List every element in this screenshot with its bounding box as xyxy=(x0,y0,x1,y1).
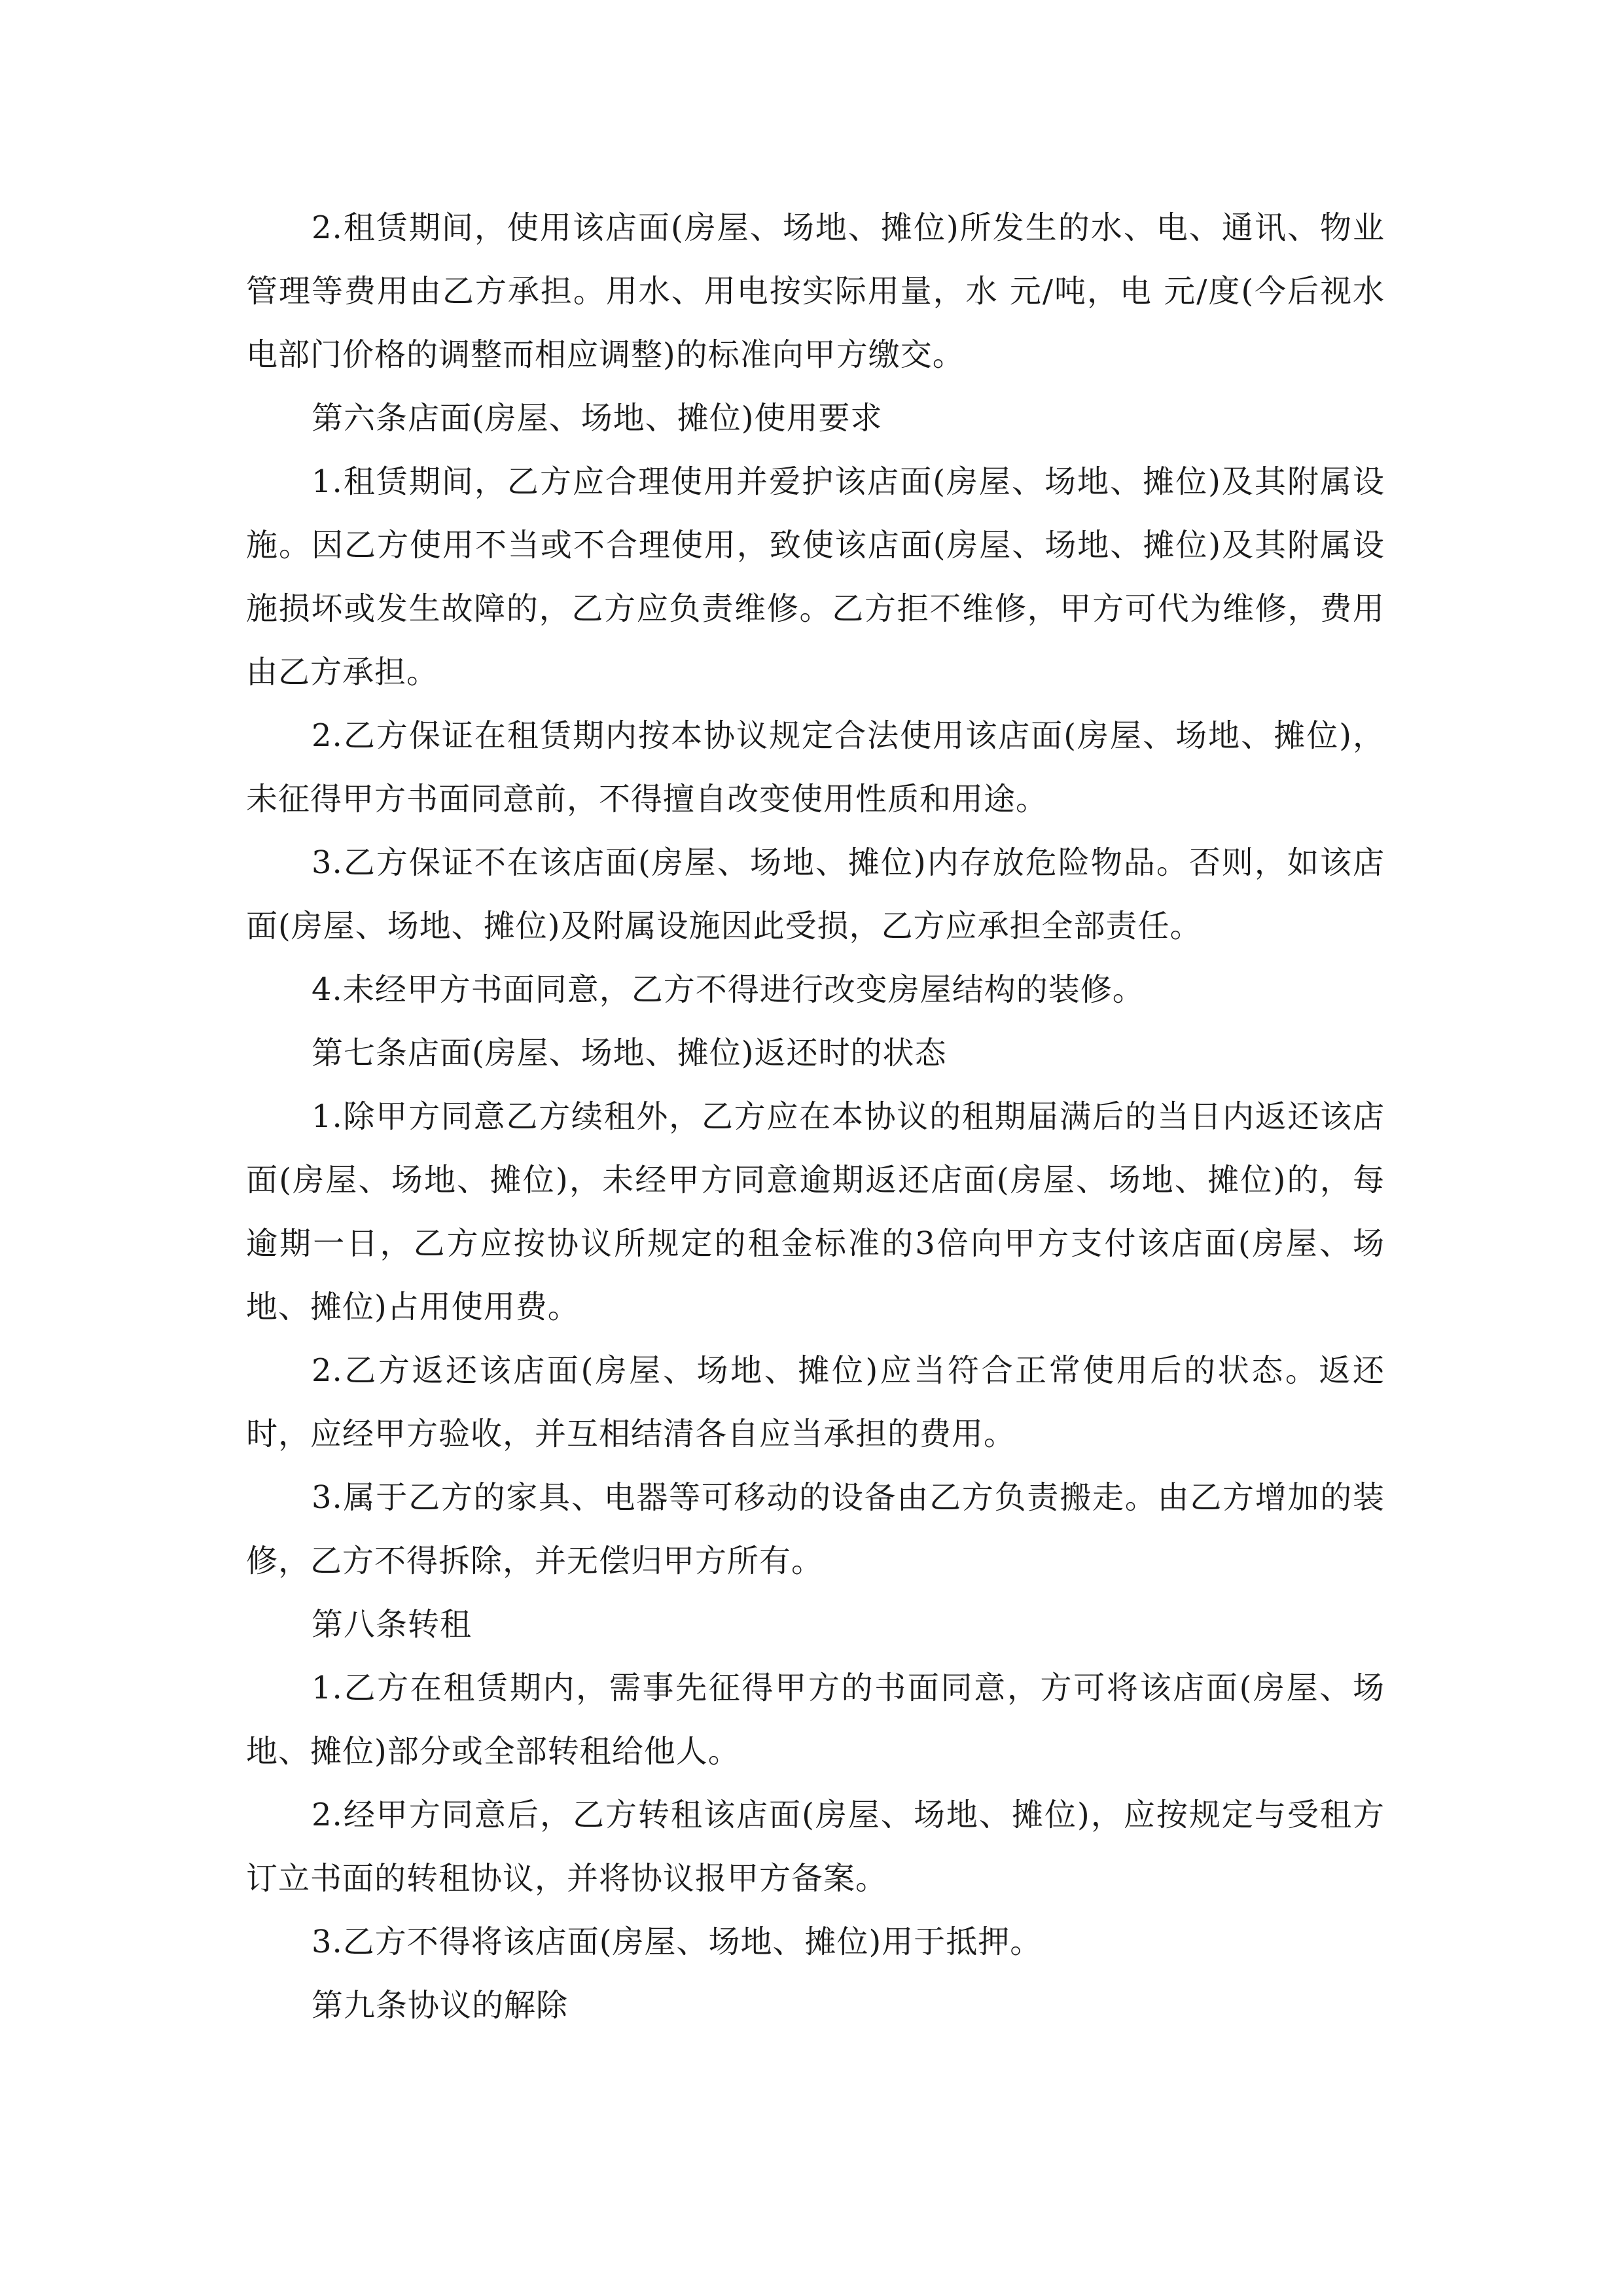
paragraph-7-3: 3.属于乙方的家具、电器等可移动的设备由乙方负责搬走。由乙方增加的装修，乙方不得拆除，并无偿归甲方所有。 xyxy=(246,1479,1385,1579)
paragraph-8-3: 3.乙方不得将该店面(房屋、场地、摊位)用于抵押。 xyxy=(312,1924,1043,1960)
article-7-heading: 第七条店面(房屋、场地、摊位)返还时的状态 xyxy=(312,1035,947,1071)
paragraph-7-1: 1.除甲方同意乙方续租外，乙方应在本协议的租期届满后的当日内返还该店面(房屋、场地、摊位)，未经甲方同意逾期返还店面(房屋、场地、摊位)的，每逾期一日，乙方应按协议所规定的租金标准的3倍向甲方支付该店面(房屋、场地、摊位)占用使用费。 xyxy=(246,1098,1385,1325)
paragraph-6-3: 3.乙方保证不在该店面(房屋、场地、摊位)内存放危险物品。否则，如该店面(房屋、场地、摊位)及附属设施因此受损，乙方应承担全部责任。 xyxy=(246,844,1385,944)
paragraph-5-2-utilities: 2.租赁期间，使用该店面(房屋、场地、摊位)所发生的水、电、通讯、物业管理等费用由乙方承担。用水、用电按实际用量，水 元/吨，电 元/度(今后视水电部门价格的调整而相应调整)的标准向甲方缴交。 xyxy=(246,209,1385,373)
paragraph-8-2: 2.经甲方同意后，乙方转租该店面(房屋、场地、摊位)，应按规定与受租方订立书面的转租协议，并将协议报甲方备案。 xyxy=(246,1797,1385,1897)
paragraph-6-2: 2.乙方保证在租赁期内按本协议规定合法使用该店面(房屋、场地、摊位)，未征得甲方书面同意前，不得擅自改变使用性质和用途。 xyxy=(246,717,1385,817)
paragraph-6-4: 4.未经甲方书面同意，乙方不得进行改变房屋结构的装修。 xyxy=(312,971,1145,1008)
article-8-heading: 第八条转租 xyxy=(312,1606,473,1643)
paragraph-8-1: 1.乙方在租赁期内，需事先征得甲方的书面同意，方可将该店面(房屋、场地、摊位)部分或全部转租给他人。 xyxy=(246,1670,1385,1770)
document-body xyxy=(246,196,1385,2037)
article-9-heading: 第九条协议的解除 xyxy=(312,1987,569,2024)
paragraph-6-1: 1.租赁期间，乙方应合理使用并爱护该店面(房屋、场地、摊位)及其附属设施。因乙方使用不当或不合理使用，致使该店面(房屋、场地、摊位)及其附属设施损坏或发生故障的，乙方应负责维修。乙方拒不维修，甲方可代为维修，费用由乙方承担。 xyxy=(246,463,1385,691)
article-6-heading: 第六条店面(房屋、场地、摊位)使用要求 xyxy=(312,400,883,437)
paragraph-7-2: 2.乙方返还该店面(房屋、场地、摊位)应当符合正常使用后的状态。返还时，应经甲方验收，并互相结清各自应当承担的费用。 xyxy=(246,1352,1385,1452)
